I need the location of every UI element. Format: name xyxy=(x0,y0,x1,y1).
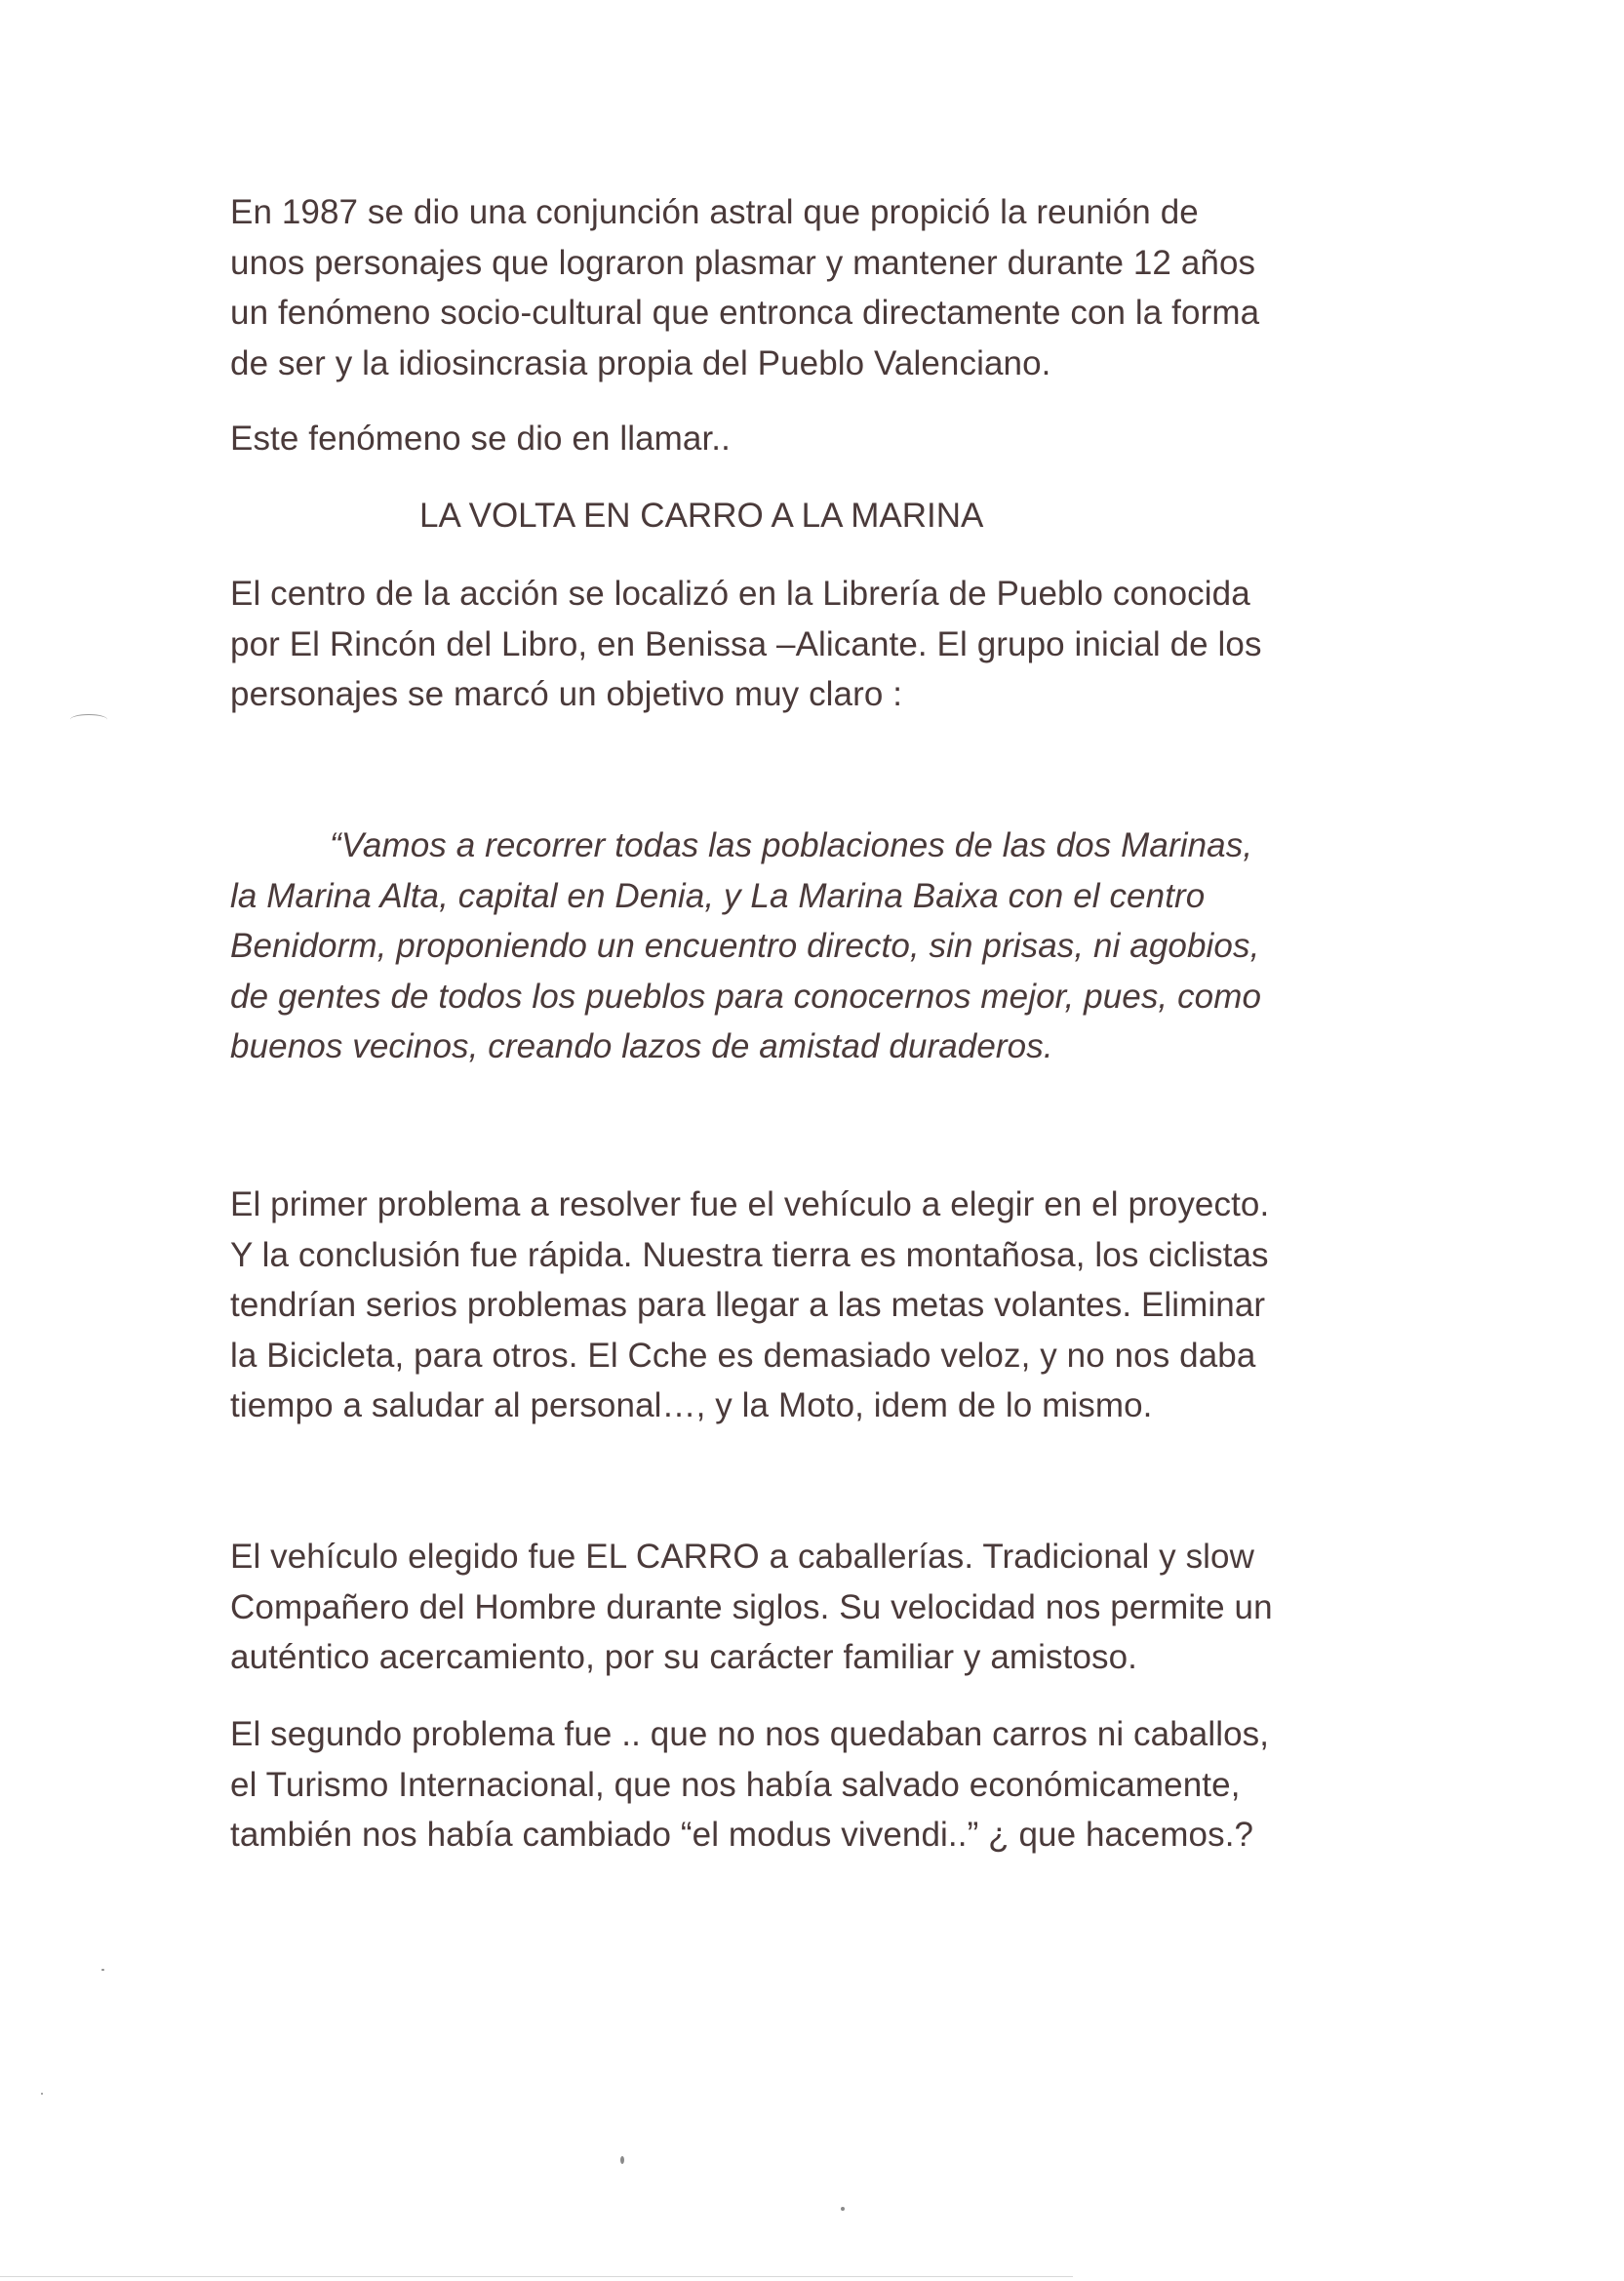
scan-edge-line xyxy=(0,2276,1073,2277)
paragraph-line: El vehículo elegido fue EL CARRO a caballerías. Tradicional y slow xyxy=(230,1538,1254,1576)
paragraph-line: de ser y la idiosincrasia propia del Pueblo Valenciano. xyxy=(230,343,1051,382)
paragraph-line: tendrían serios problemas para llegar a las metas volantes. Eliminar xyxy=(230,1286,1266,1324)
document-title: LA VOLTA EN CARRO A LA MARINA xyxy=(419,497,984,535)
quote-line: Benidorm, proponiendo un encuentro directo, sin prisas, ni agobios, xyxy=(230,927,1260,965)
quote-line: la Marina Alta, capital en Denia, y La Marina Baixa con el centro xyxy=(230,876,1206,915)
scan-mark xyxy=(70,714,107,725)
paragraph-line: personajes se marcó un objetivo muy claro : xyxy=(230,675,903,713)
paragraph-line: tiempo a saludar al personal…, y la Moto, idem de lo mismo. xyxy=(230,1386,1153,1424)
paragraph-location xyxy=(230,569,1420,720)
paragraph-line: El primer problema a resolver fue el vehículo a elegir en el proyecto. xyxy=(230,1185,1270,1223)
paragraph-line: el Turismo Internacional, que nos había salvado económicamente, xyxy=(230,1765,1241,1804)
scan-speck xyxy=(101,1969,104,1971)
paragraph-line: Y la conclusión fue rápida. Nuestra tierra es montañosa, los ciclistas xyxy=(230,1235,1269,1274)
scan-speck xyxy=(41,2093,43,2095)
quote-line: “Vamos a recorrer todas las poblaciones de las dos Marinas, xyxy=(330,826,1253,864)
paragraph-line: un fenómeno socio-cultural que entronca directamente con la forma xyxy=(230,294,1260,332)
scan-speck xyxy=(841,2207,845,2211)
paragraph-vehicle xyxy=(230,1532,1420,1683)
quote-objective xyxy=(230,820,1420,1072)
paragraph-line: Compañero del Hombre durante siglos. Su velocidad nos permite un xyxy=(230,1587,1273,1626)
paragraph-line: Este fenómeno se dio en llamar.. xyxy=(230,420,731,458)
paragraph-line: unos personajes que lograron plasmar y mantener durante 12 años xyxy=(230,243,1256,282)
paragraph-phenomenon xyxy=(230,414,1420,464)
paragraph-line: auténtico acercamiento, por su carácter familiar y amistoso. xyxy=(230,1638,1137,1676)
paragraph-line: también nos había cambiado “el modus vivendi..” ¿ que hacemos.? xyxy=(230,1816,1254,1854)
paragraph-line: El segundo problema fue .. que no nos quedaban carros ni caballos, xyxy=(230,1715,1270,1753)
paragraph-line: la Bicicleta, para otros. El Cche es demasiado veloz, y no nos daba xyxy=(230,1336,1256,1375)
paragraph-line: por El Rincón del Libro, en Benissa –Alicante. El grupo inicial de los xyxy=(230,624,1262,663)
scan-speck xyxy=(620,2156,624,2164)
paragraph-intro xyxy=(230,187,1420,388)
quote-line: buenos vecinos, creando lazos de amistad duraderos. xyxy=(230,1027,1053,1065)
paragraph-second-problem xyxy=(230,1709,1420,1861)
paragraph-line: En 1987 se dio una conjunción astral que propició la reunión de xyxy=(230,193,1199,231)
paragraph-first-problem xyxy=(230,1180,1420,1431)
paragraph-line: El centro de la acción se localizó en la Librería de Pueblo conocida xyxy=(230,575,1250,613)
quote-line: de gentes de todos los pueblos para conocernos mejor, pues, como xyxy=(230,977,1262,1016)
